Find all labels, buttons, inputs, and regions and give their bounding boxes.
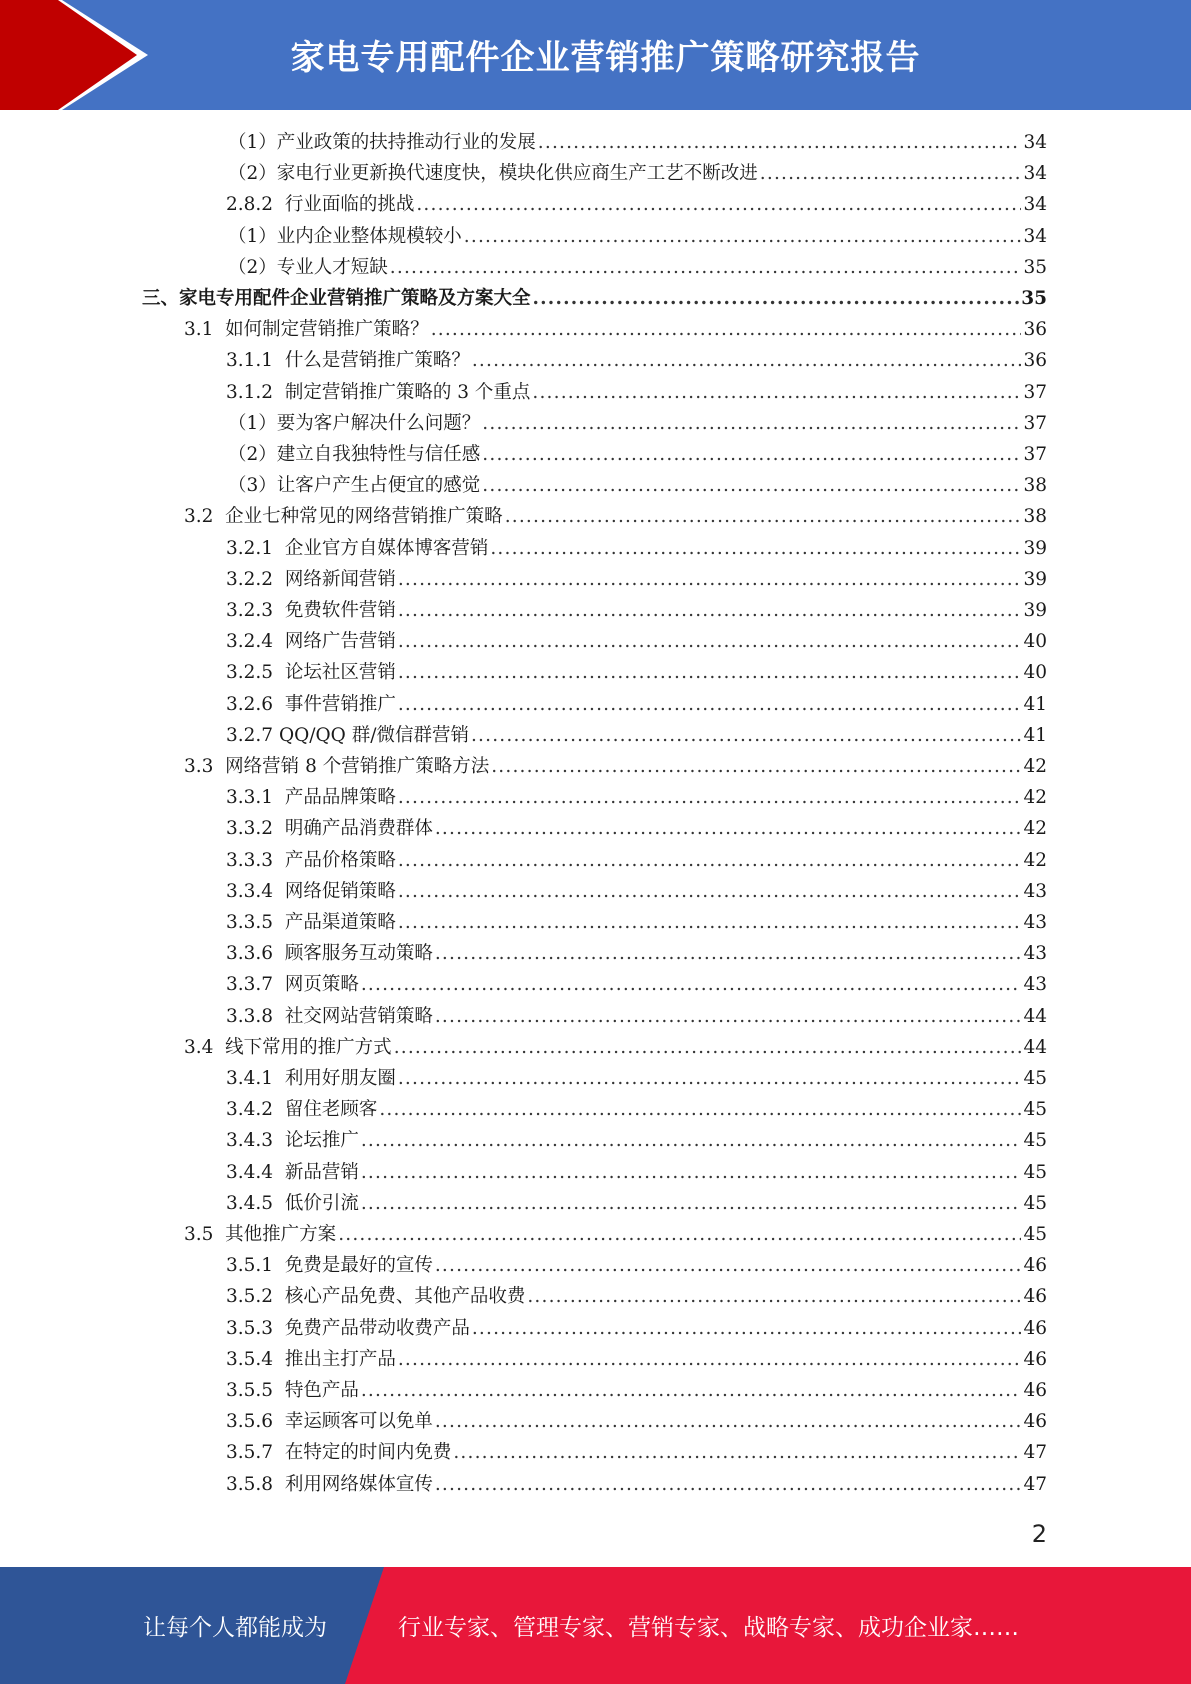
toc-entry-title: 3.2 企业七种常见的网络营销推广策略 [184,506,503,528]
toc-entry[interactable] [228,252,1047,283]
toc-entry-page: 40 [1023,662,1047,684]
toc-entry-title: 3.3.2 明确产品消费群体 [226,818,433,840]
toc-entry-title: 3.4.5 低价引流 [226,1192,359,1214]
toc-entry-title: 3.2.6 事件营销推广 [226,693,396,715]
toc-entry-page: 42 [1023,787,1047,809]
toc-entry-title: （1）要为客户解决什么问题？ [228,412,481,434]
toc-entry-page: 36 [1023,319,1047,341]
toc-dot-leader [431,314,1022,345]
toc-entry[interactable] [226,1188,1047,1219]
toc-entry[interactable] [226,1313,1047,1344]
toc-entry-page: 34 [1023,132,1047,153]
toc-entry-page: 35 [1021,288,1047,309]
report-title: 家电专用配件企业营销推广策略研究报告 [290,38,921,78]
toc-entry[interactable] [228,408,1047,439]
toc-entry-page: 46 [1023,1411,1047,1433]
toc-entry[interactable] [228,470,1047,501]
toc-entry-page: 34 [1023,194,1047,216]
toc-dot-leader [398,689,1022,720]
toc-dot-leader [435,938,1022,969]
toc-entry-title: 2.8.2 行业面临的挑战 [226,194,415,216]
toc-dot-leader [398,595,1022,626]
toc-entry[interactable] [226,1469,1047,1500]
toc-entry[interactable] [226,1063,1047,1094]
toc-entry-page: 46 [1023,1286,1047,1308]
toc-entry-page: 46 [1023,1348,1047,1370]
toc-entry[interactable] [184,501,1047,532]
toc-dot-leader [527,1281,1021,1312]
footer-slogan-left: 让每个人都能成为 [143,1615,327,1641]
toc-entry-title: 3.4 线下常用的推广方式 [184,1036,392,1058]
toc-entry[interactable] [226,876,1047,907]
toc-dot-leader [464,221,1022,252]
toc-entry-title: 3.2.4 网络广告营销 [226,631,396,653]
toc-entry-page: 42 [1023,849,1047,871]
toc-entry[interactable] [226,1375,1047,1406]
toc-entry-title: （1）产业政策的扶持推动行业的发展 [228,132,536,153]
toc-dot-leader [538,127,1022,158]
toc-dot-leader [398,782,1022,813]
toc-dot-leader [398,907,1022,938]
toc-entry-page: 37 [1023,381,1047,403]
toc-entry-title: 3.5.6 幸运顾客可以免单 [226,1411,433,1433]
toc-dot-leader [435,1406,1022,1437]
toc-entry-title: 3.2.5 论坛社区营销 [226,662,396,684]
toc-dot-leader [361,969,1022,1000]
toc-entry-page: 37 [1023,412,1047,434]
toc-entry-page: 39 [1023,537,1047,559]
toc-entry-title: 3.4.3 论坛推广 [226,1130,359,1152]
toc-entry-page: 47 [1023,1473,1047,1495]
toc-entry-title: 3.3.6 顾客服务互动策略 [226,943,433,965]
toc-dot-leader [398,1063,1022,1094]
toc-entry-title: 3.4.1 利用好朋友圈 [226,1068,396,1089]
toc-entry[interactable] [184,751,1047,782]
toc-entry-title: 3.5.8 利用网络媒体宣传 [226,1473,433,1495]
toc-dot-leader [398,845,1022,876]
toc-dot-leader [435,1001,1022,1032]
toc-entry-page: 46 [1023,1317,1047,1339]
toc-entry[interactable] [228,221,1047,252]
toc-dot-leader [435,1469,1022,1500]
toc-entry-title: 3.5.3 免费产品带动收费产品 [226,1317,470,1339]
footer-slogan-right: 行业专家、管理专家、营销专家、战略专家、成功企业家…… [398,1615,1019,1641]
toc-entry-title: 三、家电专用配件企业营销推广策略及方案大全 [142,288,531,309]
toc-entry-page: 45 [1023,1099,1047,1121]
toc-entry-title: 3.5.4 推出主打产品 [226,1348,396,1370]
toc-dot-leader [398,626,1022,657]
toc-dot-leader [490,533,1021,564]
toc-dot-leader [435,1250,1022,1281]
toc-entry[interactable] [226,1406,1047,1437]
toc-entry-title: 3.3.8 社交网站营销策略 [226,1005,433,1027]
toc-dot-leader [482,470,1021,501]
toc-entry-page: 39 [1023,568,1047,590]
toc-dot-leader [472,345,1022,376]
toc-entry-page: 41 [1023,724,1047,746]
toc-entry-page: 43 [1023,974,1047,996]
toc-entry-title: 3.5.1 免费是最好的宣传 [226,1255,433,1277]
toc-entry-title: （2）家电行业更新换代速度快，模块化供应商生产工艺不断改进 [228,163,758,185]
toc-entry-title: （1）业内企业整体规模较小 [228,225,462,247]
toc-entry-title: 3.4.2 留住老顾客 [226,1099,378,1121]
toc-entry-title: 3.3.5 产品渠道策略 [226,912,396,933]
toc-dot-leader [398,876,1022,907]
toc-dot-leader [361,1125,1022,1156]
toc-dot-leader [361,1375,1022,1406]
toc-entry[interactable] [226,626,1047,657]
toc-dot-leader [398,657,1022,688]
toc-entry[interactable] [228,439,1047,470]
toc-entry[interactable] [228,127,1047,158]
toc-dot-leader [505,501,1022,532]
toc-entry[interactable] [226,189,1047,220]
toc-entry[interactable] [226,1281,1047,1312]
toc-entry-page: 47 [1023,1442,1047,1464]
toc-entry-title: （3）让客户产生占便宜的感觉 [228,475,481,497]
toc-dot-leader [361,1188,1022,1219]
toc-entry-page: 44 [1023,1005,1047,1027]
toc-entry[interactable] [226,564,1047,595]
toc-dot-leader [398,564,1022,595]
toc-entry-title: （2）专业人才短缺 [228,256,388,278]
toc-entry-page: 46 [1023,1380,1047,1401]
toc-entry[interactable] [184,314,1047,345]
toc-entry-title: 3.5.2 核心产品免费、其他产品收费 [226,1286,526,1308]
toc-dot-leader [533,283,1020,314]
toc-entry-title: 3.2.1 企业官方自媒体博客营销 [226,537,489,559]
toc-entry[interactable] [226,845,1047,876]
toc-entry[interactable] [184,1219,1047,1250]
toc-entry-page: 34 [1023,163,1047,185]
toc-entry[interactable] [226,782,1047,813]
toc-entry[interactable] [226,345,1047,376]
toc-entry-title: 3.3 网络营销 8 个营销推广策略方法 [184,756,490,777]
toc-entry-page: 43 [1023,880,1047,902]
toc-entry-page: 45 [1023,1068,1047,1089]
toc-entry-page: 40 [1023,631,1047,653]
toc-entry[interactable] [226,377,1047,408]
toc-entry[interactable] [226,1344,1047,1375]
toc-entry[interactable] [226,813,1047,844]
toc-entry[interactable] [142,283,1047,314]
toc-dot-leader [398,1344,1022,1375]
toc-entry[interactable] [226,1125,1047,1156]
toc-entry-page: 45 [1023,1161,1047,1183]
toc-entry-title: 3.3.3 产品价格策略 [226,849,396,871]
toc-entry-title: 3.3.7 网页策略 [226,974,359,996]
toc-entry-title: 3.5 其他推广方案 [184,1224,337,1245]
toc-entry-page: 36 [1023,350,1047,372]
toc-entry[interactable] [226,1001,1047,1032]
toc-dot-leader [760,158,1022,189]
toc-entry[interactable] [226,689,1047,720]
toc-entry-page: 45 [1023,1224,1047,1245]
toc-entry-page: 42 [1023,756,1047,777]
toc-entry-page: 45 [1023,1130,1047,1152]
header-band [0,0,1191,110]
toc-entry-page: 43 [1023,943,1047,965]
toc-entry-page: 46 [1023,1255,1047,1277]
toc-entry[interactable] [184,1032,1047,1063]
toc-entry[interactable] [226,1250,1047,1281]
toc-entry-title: 3.2.2 网络新闻营销 [226,568,396,590]
toc-entry-page: 37 [1023,444,1047,465]
toc-entry-page: 34 [1023,225,1047,247]
toc-dot-leader [472,1313,1022,1344]
toc-entry-page: 45 [1023,1192,1047,1214]
toc-entry[interactable] [226,657,1047,688]
toc-dot-leader [338,1219,1021,1250]
toc-entry-title: 3.3.4 网络促销策略 [226,880,396,902]
toc-entry[interactable] [228,158,1047,189]
toc-entry-title: 3.3.1 产品品牌策略 [226,787,396,809]
toc-entry-page: 43 [1023,912,1047,933]
toc-entry[interactable] [226,969,1047,1000]
toc-entry[interactable] [226,1094,1047,1125]
toc-dot-leader [361,1157,1022,1188]
toc-entry-title: 3.1.2 制定营销推广策略的 3 个重点 [226,381,531,403]
toc-dot-leader [471,720,1021,751]
toc-dot-leader [482,408,1021,439]
toc-entry-title: （2）建立自我独特性与信任感 [228,444,481,465]
toc-entry[interactable] [226,720,1047,751]
toc-entry-page: 38 [1023,475,1047,497]
toc-entry-page: 39 [1023,600,1047,621]
footer-band [0,1567,1191,1684]
toc-entry-page: 41 [1023,693,1047,715]
toc-entry-title: 3.2.7 QQ/QQ 群/微信群营销 [226,724,469,746]
toc-entry[interactable] [226,595,1047,626]
toc-dot-leader [491,751,1021,782]
toc-entry-page: 38 [1023,506,1047,528]
toc-entry[interactable] [226,1437,1047,1468]
toc-entry-title: 3.1.1 什么是营销推广策略？ [226,350,470,372]
toc-dot-leader [532,377,1021,408]
toc-entry-title: 3.2.3 免费软件营销 [226,600,396,621]
toc-dot-leader [435,813,1022,844]
toc-dot-leader [390,252,1022,283]
toc-entry-title: 3.4.4 新品营销 [226,1161,359,1183]
toc-entry-title: 3.5.5 特色产品 [226,1380,359,1401]
toc-entry-page: 42 [1023,818,1047,840]
toc-entry[interactable] [226,938,1047,969]
toc-entry[interactable] [226,1157,1047,1188]
toc-dot-leader [453,1437,1021,1468]
toc-entry[interactable] [226,533,1047,564]
toc-dot-leader [394,1032,1022,1063]
toc-entry-title: 3.5.7 在特定的时间内免费 [226,1442,452,1464]
page-number: 2 [1031,1520,1047,1548]
toc-dot-leader [482,439,1021,470]
toc-entry-title: 3.1 如何制定营销推广策略？ [184,319,429,341]
toc-entry[interactable] [226,907,1047,938]
toc-entry-page: 35 [1023,256,1047,278]
toc-dot-leader [416,189,1021,220]
toc-dot-leader [379,1094,1021,1125]
toc-entry-page: 44 [1023,1036,1047,1058]
